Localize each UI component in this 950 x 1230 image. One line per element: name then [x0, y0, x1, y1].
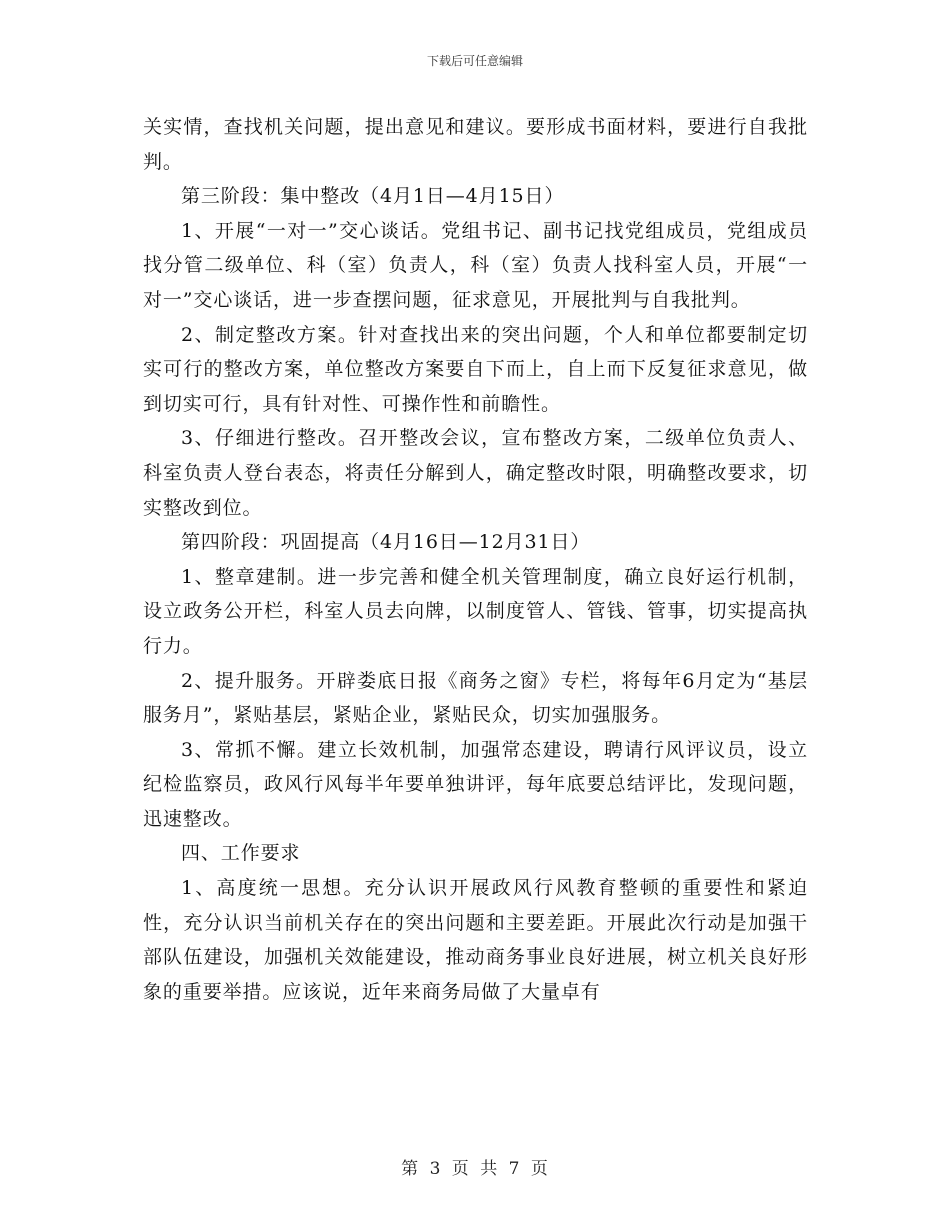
page-header: [0, 52, 950, 69]
paragraph: 3、常抓不懈。建立长效机制，加强常态建设，聘请行风评议员，设立纪检监察员，政风行风每半年要单独讲评，每年底要总结评比，发现问题，迅速整改。: [143, 738, 808, 830]
paragraph: 1、整章建制。进一步完善和健全机关管理制度，确立良好运行机制，设立政务公开栏，科室人员去向牌，以制度管人、管钱、管事，切实提高执行力。: [143, 565, 808, 657]
paragraph: 2、制定整改方案。针对查找出来的突出问题，个人和单位都要制定切实可行的整改方案，单位整改方案要自下而上，自上而下反复征求意见，做到切实可行，具有针对性、可操作性和前瞻性。: [143, 323, 808, 415]
header-note: 下载后可任意编辑: [426, 54, 523, 68]
paragraph: 2、提升服务。开辟娄底日报《商务之窗》专栏，将每年6月定为“基层服务月”，紧贴基层，紧贴企业，紧贴民众，切实加强服务。: [143, 669, 808, 727]
paragraph: 3、仔细进行整改。召开整改会议，宣布整改方案，二级单位负责人、科室负责人登台表态，将责任分解到人，确定整改时限，明确整改要求，切实整改到位。: [143, 427, 808, 519]
paragraph: 1、高度统一思想。充分认识开展政风行风教育整顿的重要性和紧迫性，充分认识当前机关存在的突出问题和主要差距。开展此次行动是加强干部队伍建设，加强机关效能建设，推动商务事业良好进展，树立机关良好形象的重要举措。应该说，近年来商务局做了大量卓有: [143, 877, 808, 1003]
paragraph: 1、开展“一对一”交心谈话。党组书记、副书记找党组成员，党组成员找分管二级单位、科（室）负责人，科（室）负责人找科室人员，开展“一对一”交心谈话，进一步查摆问题，征求意见，开展批判与自我批判。: [143, 219, 808, 311]
document-body: [143, 110, 808, 1009]
paragraph: 关实情，查找机关问题，提出意见和建议。要形成书面材料，要进行自我批判。: [143, 116, 808, 173]
page-footer: [0, 1154, 950, 1179]
page-number: 第 3 页 共 7 页: [401, 1159, 549, 1179]
section-heading: 四、工作要求: [181, 842, 301, 865]
paragraph: 第三阶段：集中整改（4月1日—4月15日）: [181, 185, 565, 208]
paragraph: 第四阶段：巩固提高（4月16日—12月31日）: [181, 531, 591, 554]
